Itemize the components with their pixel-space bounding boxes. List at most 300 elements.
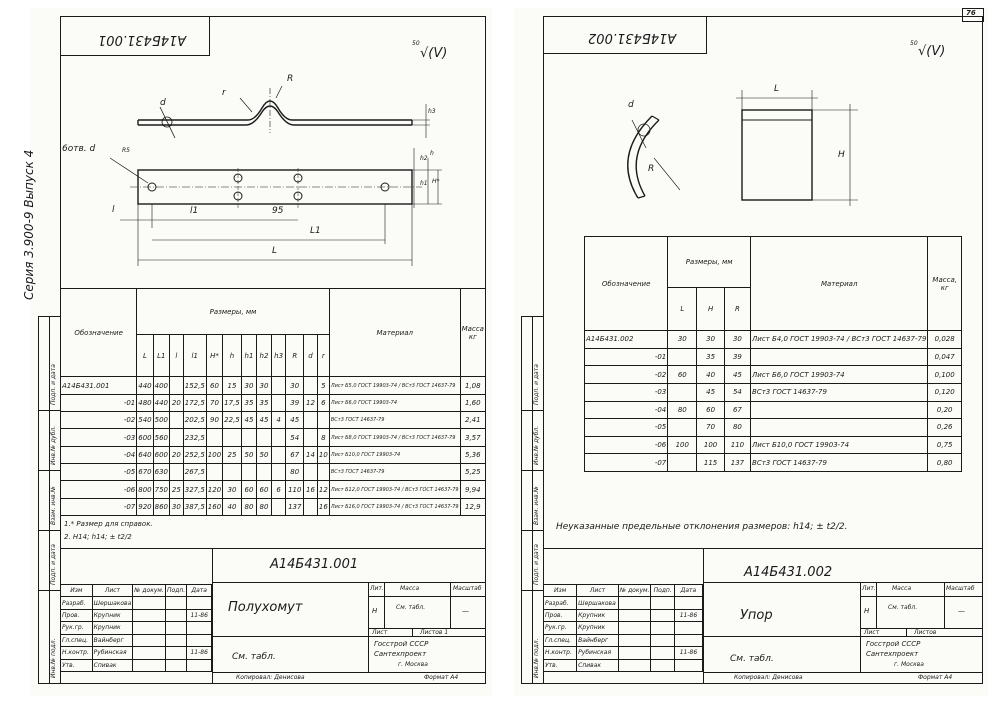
- table-row: [61, 377, 486, 394]
- row-designation: -03: [585, 383, 668, 401]
- row-designation: -01: [61, 394, 137, 411]
- row-cell-L: [668, 383, 697, 401]
- row-mass: 0,26: [928, 419, 962, 437]
- signature-name: Крупник: [92, 609, 133, 621]
- left-label-95: 95: [272, 206, 284, 216]
- signature-role: Гл.спец.: [61, 634, 93, 646]
- left-label-l: l: [112, 205, 115, 215]
- table-row: [585, 454, 962, 472]
- row-designation: -04: [585, 401, 668, 419]
- right-part-drawing: [514, 8, 988, 238]
- row-cell-d: [304, 464, 318, 481]
- signature-date: [187, 659, 212, 671]
- signature-date: 11-86: [674, 609, 702, 621]
- right-label-L: L: [774, 84, 780, 94]
- row-designation: -02: [61, 412, 137, 429]
- right-head-date: Дата: [674, 585, 702, 597]
- signature-date: [674, 659, 702, 671]
- row-cell-R: 110: [724, 436, 750, 454]
- signature-mark: [618, 634, 651, 646]
- row-cell-L: 30: [668, 331, 697, 349]
- row-cell-R: 80: [286, 464, 304, 481]
- row-cell-H: 160: [206, 498, 222, 515]
- row-cell-h2: [257, 464, 272, 481]
- right-signature-grid: [543, 584, 703, 672]
- row-designation: -03: [61, 429, 137, 446]
- signature-name: Шершакова: [577, 597, 619, 609]
- right-th-designation: Обозначение: [585, 237, 668, 331]
- row-cell-h3: 6: [271, 481, 286, 498]
- row-cell-L1: 630: [153, 464, 169, 481]
- right-sub-R: R: [724, 287, 750, 330]
- left-note-1: 1.* Размер для справок.: [64, 520, 153, 528]
- left-th-mass: Масса кг: [460, 289, 485, 377]
- row-cell-H: 35: [697, 348, 725, 366]
- signature-role: Утв.: [61, 659, 93, 671]
- signature-name: Крупник: [92, 622, 133, 634]
- left-tb-lit-value: Н: [372, 607, 378, 615]
- row-cell-L: [668, 419, 697, 437]
- row-cell-L: 920: [137, 498, 153, 515]
- row-cell-l: [170, 464, 184, 481]
- row-material: Лист Б6,0 ГОСТ 19903-74: [329, 394, 460, 411]
- table-row: [61, 412, 486, 429]
- signature-date: [674, 622, 702, 634]
- left-tb-org-1: Госстрой СССР: [374, 640, 429, 648]
- row-cell-L1: 500: [153, 412, 169, 429]
- left-label-h1: h1: [420, 180, 428, 187]
- left-stamp-5: Инв.№ подл.: [50, 638, 57, 678]
- signature-date: 11-86: [187, 609, 212, 621]
- row-cell-d: 14: [304, 446, 318, 463]
- signature-row: [61, 659, 212, 671]
- row-cell-H: 70: [206, 394, 222, 411]
- right-head-sign: Подп.: [651, 585, 674, 597]
- table-row: [585, 366, 962, 384]
- signature-row: [544, 597, 703, 609]
- left-th-designation: Обозначение: [61, 289, 137, 377]
- right-th-material: Материал: [751, 237, 928, 331]
- row-cell-H: 40: [697, 366, 725, 384]
- right-label-d: d: [628, 100, 634, 110]
- row-cell-H: 60: [697, 401, 725, 419]
- signature-mark: [165, 634, 187, 646]
- signature-role: Рук.гр.: [61, 622, 93, 634]
- right-stamp-4: Подп. и дата: [533, 544, 540, 585]
- table-row: [61, 429, 486, 446]
- right-tb-org-2: Сантехпроект: [866, 650, 919, 658]
- row-mass: 0,120: [928, 383, 962, 401]
- row-cell-h3: [271, 464, 286, 481]
- right-note: Неуказанные предельные отклонения размеров: h14; ± t2/2.: [556, 522, 848, 532]
- signature-mark: [651, 647, 674, 659]
- left-sub-R: R: [286, 335, 304, 377]
- row-cell-d: 12: [304, 394, 318, 411]
- left-tb-format: Формат А4: [424, 674, 459, 681]
- row-cell-L1: 440: [153, 394, 169, 411]
- left-label-d: d: [160, 98, 166, 108]
- signature-role: Разраб.: [544, 597, 577, 609]
- row-cell-R: 137: [286, 498, 304, 515]
- row-cell-r: [317, 464, 329, 481]
- row-cell-h: 25: [223, 446, 242, 463]
- left-label-r5: R5: [122, 147, 130, 154]
- signature-row: [544, 659, 703, 671]
- signature-row: [544, 622, 703, 634]
- table-row: [585, 436, 962, 454]
- right-tb-format: Формат А4: [918, 674, 953, 681]
- right-head-doc: № докум.: [618, 585, 651, 597]
- signature-row: [61, 647, 212, 659]
- row-cell-h: [223, 429, 242, 446]
- row-cell-l: 25: [170, 481, 184, 498]
- row-cell-R: 54: [724, 383, 750, 401]
- row-material: [751, 401, 928, 419]
- left-note-2: 2. Н14; h14; ± t2/2: [64, 533, 132, 541]
- row-designation: -06: [61, 481, 137, 498]
- signature-role: Пров.: [61, 609, 93, 621]
- signature-row: [61, 597, 212, 609]
- row-cell-h3: [271, 498, 286, 515]
- signature-mark: [165, 609, 187, 621]
- signature-mark: [651, 634, 674, 646]
- row-cell-h1: 80: [241, 498, 256, 515]
- row-cell-H: [206, 464, 222, 481]
- row-mass: 5,36: [460, 446, 485, 463]
- left-tb-mass: Масса: [400, 585, 420, 592]
- signature-mark: [133, 622, 166, 634]
- right-label-H: H: [838, 150, 845, 160]
- row-cell-r: 6: [317, 394, 329, 411]
- right-tb-mass-value: См. табл.: [888, 604, 918, 611]
- row-material: [751, 419, 928, 437]
- left-label-R: R: [287, 74, 294, 84]
- row-cell-l1: 327,5: [183, 481, 206, 498]
- row-designation: А14Б431.001: [61, 377, 137, 394]
- row-cell-r: 12: [317, 481, 329, 498]
- row-cell-d: [304, 377, 318, 394]
- row-cell-R: 45: [286, 412, 304, 429]
- signature-row: [544, 609, 703, 621]
- left-label-L: L: [272, 246, 278, 256]
- signature-mark: [618, 647, 651, 659]
- left-tb-sheet: Лист: [372, 629, 388, 636]
- row-mass: 12,9: [460, 498, 485, 515]
- right-tb-mass: Масса: [892, 585, 912, 592]
- table-row: [61, 481, 486, 498]
- row-material: Лист Б6,0 ГОСТ 19903-74: [751, 366, 928, 384]
- left-head-sign: Подп.: [165, 585, 187, 597]
- row-cell-l: 20: [170, 446, 184, 463]
- row-mass: 3,57: [460, 429, 485, 446]
- row-designation: -06: [585, 436, 668, 454]
- signature-role: Разраб.: [61, 597, 93, 609]
- signature-date: [674, 597, 702, 609]
- signature-name: Вайнберг: [92, 634, 133, 646]
- row-cell-L1: 750: [153, 481, 169, 498]
- right-tb-scale: Масштаб: [946, 585, 975, 592]
- row-cell-L1: 400: [153, 377, 169, 394]
- signature-mark: [618, 609, 651, 621]
- signature-mark: [133, 659, 166, 671]
- row-cell-h1: 45: [241, 412, 256, 429]
- right-tb-scale-value: —: [958, 607, 965, 615]
- row-cell-R: 30: [724, 331, 750, 349]
- row-material: [751, 348, 928, 366]
- row-designation: -05: [585, 419, 668, 437]
- left-sub-l1: l1: [183, 335, 206, 377]
- right-tb-org-1: Госстрой СССР: [866, 640, 921, 648]
- row-material: Лист Б12,0 ГОСТ 19903-74 / ВСт3 ГОСТ 14637-79: [329, 481, 460, 498]
- right-sub-L: L: [668, 287, 697, 330]
- row-cell-L: 600: [137, 429, 153, 446]
- left-tb-code: А14Б431.001: [270, 557, 359, 572]
- right-tb-name: Упор: [740, 608, 773, 623]
- row-cell-H: 30: [697, 331, 725, 349]
- row-cell-H: [206, 429, 222, 446]
- row-cell-R: 67: [286, 446, 304, 463]
- left-sub-h2: h2: [257, 335, 272, 377]
- right-spec-table: [584, 236, 962, 472]
- signature-mark: [133, 609, 166, 621]
- left-spec-table: [60, 288, 486, 516]
- row-cell-h3: [271, 429, 286, 446]
- left-sub-H: H*: [206, 335, 222, 377]
- row-cell-d: [304, 412, 318, 429]
- row-material: ВСт3 ГОСТ 14637-79: [751, 454, 928, 472]
- left-tb-mass-value: См. табл.: [396, 604, 426, 611]
- signature-name: Рубинская: [92, 647, 133, 659]
- signature-row: [61, 609, 212, 621]
- row-material: ВСт3 ГОСТ 14637-79: [329, 464, 460, 481]
- row-cell-L: 60: [668, 366, 697, 384]
- row-cell-R: 80: [724, 419, 750, 437]
- signature-role: Н.контр.: [544, 647, 577, 659]
- left-label-h3: h3: [428, 108, 436, 115]
- row-cell-L: 480: [137, 394, 153, 411]
- signature-row: [544, 647, 703, 659]
- row-mass: 9,94: [460, 481, 485, 498]
- row-cell-R: 110: [286, 481, 304, 498]
- left-head-doc: № докум.: [133, 585, 166, 597]
- left-label-h2: h2: [420, 155, 428, 162]
- left-tb-lit: Лит.: [370, 585, 384, 592]
- row-mass: 0,047: [928, 348, 962, 366]
- left-label-l1: l1: [190, 206, 199, 216]
- row-cell-r: 5: [317, 377, 329, 394]
- signature-date: [674, 634, 702, 646]
- row-cell-h: 40: [223, 498, 242, 515]
- row-cell-h3: 4: [271, 412, 286, 429]
- row-cell-L: 670: [137, 464, 153, 481]
- signature-mark: [651, 622, 674, 634]
- row-cell-h1: 60: [241, 481, 256, 498]
- row-cell-L: 100: [668, 436, 697, 454]
- right-th-mass: Масса, кг: [928, 237, 962, 331]
- row-cell-h: 15: [223, 377, 242, 394]
- row-designation: -07: [585, 454, 668, 472]
- left-sub-h1: h1: [241, 335, 256, 377]
- signature-date: 11-86: [187, 647, 212, 659]
- row-cell-r: 8: [317, 429, 329, 446]
- right-tb-copied: Копировал: Денисова: [734, 674, 803, 681]
- row-mass: 0,75: [928, 436, 962, 454]
- row-cell-R: 30: [286, 377, 304, 394]
- right-sub-H: H: [697, 287, 725, 330]
- row-designation: А14Б431.002: [585, 331, 668, 349]
- left-head-date: Дата: [187, 585, 212, 597]
- left-th-material: Материал: [329, 289, 460, 377]
- row-cell-L: [668, 348, 697, 366]
- left-label-holes: 6отв. d: [62, 144, 96, 154]
- left-label-L1: L1: [310, 226, 321, 236]
- row-cell-H: 120: [206, 481, 222, 498]
- table-row: [61, 446, 486, 463]
- row-cell-l: 30: [170, 498, 184, 515]
- left-th-sizes: Размеры, мм: [137, 289, 330, 335]
- row-cell-l1: 202,5: [183, 412, 206, 429]
- left-tb-name: Полухомут: [228, 600, 303, 615]
- signature-name: Спивак: [92, 659, 133, 671]
- row-mass: 0,028: [928, 331, 962, 349]
- signature-role: Рук.гр.: [544, 622, 577, 634]
- right-tb-code: А14Б431.002: [744, 565, 833, 580]
- row-cell-L: 640: [137, 446, 153, 463]
- left-sub-l: l: [170, 335, 184, 377]
- signature-role: Утв.: [544, 659, 577, 671]
- row-cell-L1: 560: [153, 429, 169, 446]
- left-tb-scale-value: —: [462, 607, 469, 615]
- row-material: ВСт3 ГОСТ 14637-79: [329, 412, 460, 429]
- row-mass: 2,41: [460, 412, 485, 429]
- signature-row: [61, 634, 212, 646]
- row-cell-H: 90: [206, 412, 222, 429]
- row-mass: 0,80: [928, 454, 962, 472]
- right-tb-org-3: г. Москва: [894, 661, 924, 668]
- signature-mark: [133, 634, 166, 646]
- signature-role: Гл.спец.: [544, 634, 577, 646]
- signature-row: [61, 622, 212, 634]
- row-cell-R: 54: [286, 429, 304, 446]
- right-label-R: R: [648, 164, 655, 174]
- left-label-r: r: [222, 88, 226, 98]
- signature-date: [187, 597, 212, 609]
- left-head-list: Лист: [92, 585, 133, 597]
- row-cell-L: 440: [137, 377, 153, 394]
- left-roughness-mark: √(V): [420, 46, 448, 61]
- signature-mark: [165, 597, 187, 609]
- row-material: Лист Б5,0 ГОСТ 19903-74 / ВСт3 ГОСТ 14637-79: [329, 377, 460, 394]
- row-cell-H: 60: [206, 377, 222, 394]
- left-tb-scale: Масштаб: [453, 585, 482, 592]
- row-cell-h3: [271, 394, 286, 411]
- row-cell-L: 540: [137, 412, 153, 429]
- row-cell-d: [304, 498, 318, 515]
- row-material: Лист Б16,0 ГОСТ 19903-74 / ВСт3 ГОСТ 14637-79: [329, 498, 460, 515]
- row-cell-h: 17,5: [223, 394, 242, 411]
- row-cell-R: 67: [724, 401, 750, 419]
- right-roughness-value: 50: [910, 40, 918, 47]
- right-tb-sheets: Листов: [914, 629, 937, 636]
- row-mass: 1,08: [460, 377, 485, 394]
- signature-mark: [165, 659, 187, 671]
- row-designation: -01: [585, 348, 668, 366]
- row-cell-H: 115: [697, 454, 725, 472]
- row-cell-r: 16: [317, 498, 329, 515]
- signature-mark: [651, 597, 674, 609]
- row-cell-H: 45: [697, 383, 725, 401]
- row-cell-R: 137: [724, 454, 750, 472]
- right-code-stamp: А14Б431.002: [588, 30, 677, 45]
- signature-name: Крупник: [577, 609, 619, 621]
- left-roughness-value: 50: [412, 40, 420, 47]
- row-cell-h: 30: [223, 481, 242, 498]
- right-head-izm: Изм: [544, 585, 577, 597]
- row-cell-l: [170, 377, 184, 394]
- row-cell-H: 70: [697, 419, 725, 437]
- signature-mark: [165, 647, 187, 659]
- row-cell-h2: 45: [257, 412, 272, 429]
- row-cell-H: 100: [206, 446, 222, 463]
- row-material: Лист Б10,0 ГОСТ 19903-74: [329, 446, 460, 463]
- signature-name: Крупник: [577, 622, 619, 634]
- row-designation: -07: [61, 498, 137, 515]
- row-material: Лист Б8,0 ГОСТ 19903-74 / ВСт3 ГОСТ 14637-79: [329, 429, 460, 446]
- signature-mark: [618, 597, 651, 609]
- signature-role: Н.контр.: [61, 647, 93, 659]
- row-cell-h1: 35: [241, 394, 256, 411]
- row-cell-l: 20: [170, 394, 184, 411]
- row-cell-h1: 30: [241, 377, 256, 394]
- left-sub-L1: L1: [153, 335, 169, 377]
- left-sub-h3: h3: [271, 335, 286, 377]
- row-mass: 0,20: [928, 401, 962, 419]
- row-cell-l1: 267,5: [183, 464, 206, 481]
- row-cell-l1: 232,5: [183, 429, 206, 446]
- row-mass: 0,100: [928, 366, 962, 384]
- row-material: ВСт3 ГОСТ 14637-79: [751, 383, 928, 401]
- signature-date: [187, 622, 212, 634]
- signature-mark: [165, 622, 187, 634]
- row-cell-h1: 50: [241, 446, 256, 463]
- table-row: [585, 401, 962, 419]
- page-number: 76: [966, 9, 976, 17]
- signature-mark: [651, 609, 674, 621]
- right-tb-sheet: Лист: [864, 629, 880, 636]
- table-row: [585, 348, 962, 366]
- series-label: Серия 3.900-9 Выпуск 4: [22, 149, 36, 300]
- table-row: [585, 419, 962, 437]
- right-tb-material: См. табл.: [730, 654, 774, 664]
- right-stamp-3: Взам. инв.№: [533, 486, 540, 525]
- row-cell-r: [317, 412, 329, 429]
- left-label-h: h: [430, 150, 434, 157]
- row-cell-h1: [241, 429, 256, 446]
- left-sub-d: d: [304, 335, 318, 377]
- row-material: Лист Б10,0 ГОСТ 19903-74: [751, 436, 928, 454]
- left-tb-copied: Копировал: Денисова: [236, 674, 305, 681]
- right-stamp-2: Инв.№ дубл.: [533, 425, 540, 465]
- left-stamp-2: Инв.№ дубл.: [50, 425, 57, 465]
- row-cell-L1: 860: [153, 498, 169, 515]
- right-th-sizes: Размеры, мм: [668, 237, 751, 288]
- row-cell-L: 800: [137, 481, 153, 498]
- signature-mark: [133, 597, 166, 609]
- signature-name: Рубинская: [577, 647, 619, 659]
- signature-mark: [133, 647, 166, 659]
- row-designation: -02: [585, 366, 668, 384]
- table-row: [585, 331, 962, 349]
